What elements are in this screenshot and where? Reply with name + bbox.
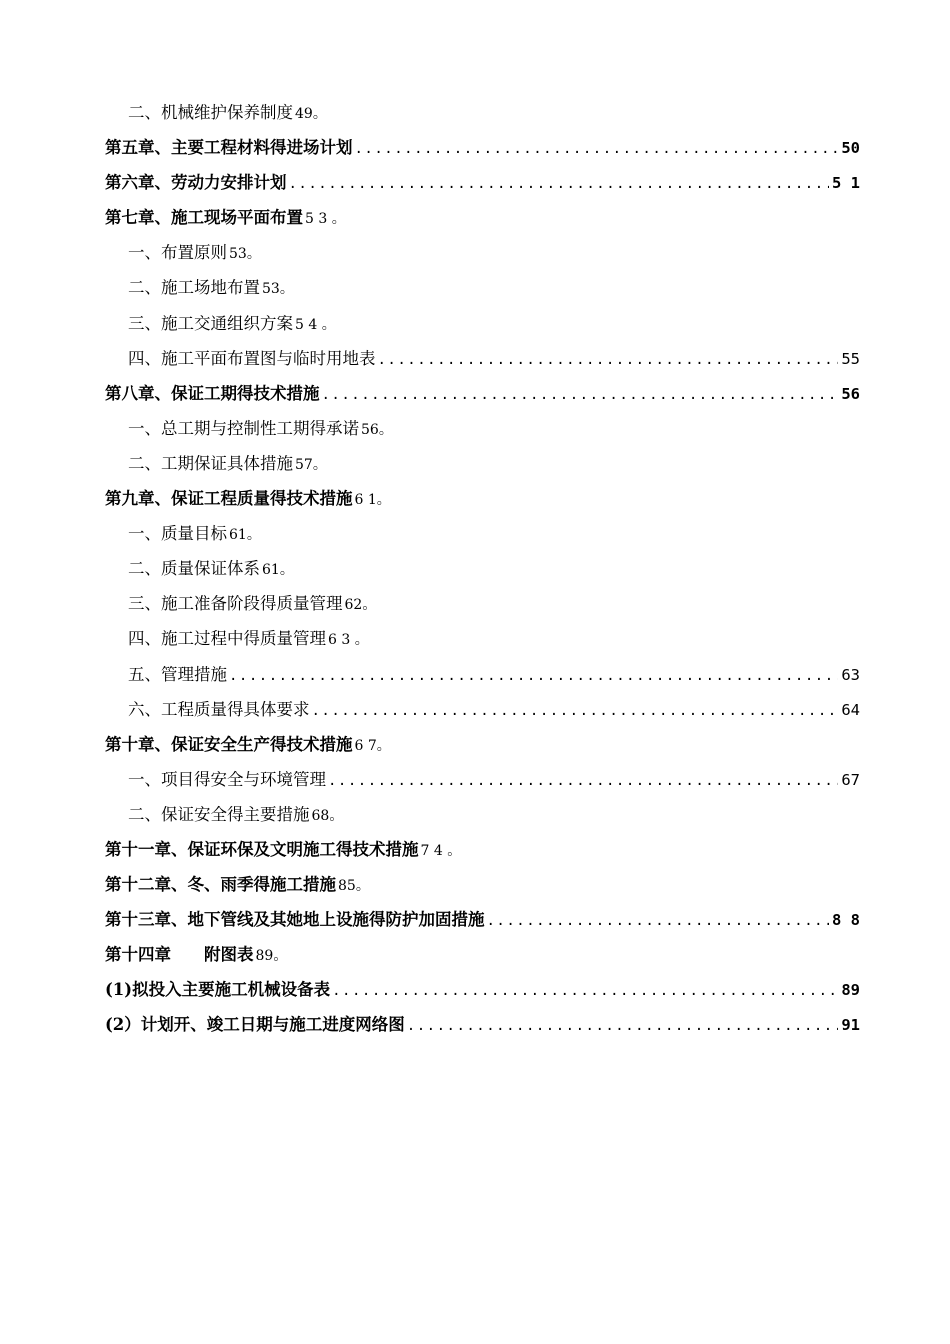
toc-entry-inline-page: 61。: [262, 562, 294, 579]
toc-entry-title: 一、总工期与控制性工期得承诺: [128, 418, 359, 438]
toc-entry[interactable]: [105, 621, 860, 656]
toc-entry-inline-page: 62。: [344, 597, 377, 614]
toc-entry-title: 三、施工交通组织方案: [128, 313, 293, 333]
toc-entry-title: 第九章、保证工程质量得技术措施: [105, 489, 353, 509]
toc-dot-leader: [407, 1009, 839, 1042]
toc-entry-title: 第六章、劳动力安排计划: [105, 173, 287, 193]
toc-entry[interactable]: [105, 657, 860, 692]
toc-entry-title: 第五章、主要工程材料得进场计划: [105, 138, 353, 158]
toc-entry-page-number: 89: [841, 981, 860, 1000]
toc-entry-inline-page: 57。: [295, 456, 327, 473]
toc-dot-leader: [328, 764, 838, 797]
toc-entry[interactable]: [105, 235, 860, 270]
toc-entry[interactable]: [105, 551, 860, 586]
toc-entry[interactable]: [105, 762, 860, 797]
toc-entry-title: 第十一章、保证环保及文明施工得技术措施: [105, 839, 419, 859]
toc-entry-page-number: 64: [841, 700, 860, 719]
toc-entry[interactable]: [105, 797, 860, 832]
toc-entry-page-number: 8 8: [832, 911, 860, 930]
toc-entry-title: 第十二章、冬、雨季得施工措施: [105, 875, 336, 895]
toc-entry[interactable]: [105, 306, 860, 341]
toc-entry-title: 第十章、保证安全生产得技术措施: [105, 734, 353, 754]
toc-entry-page-number: 50: [841, 139, 860, 158]
toc-dot-leader: [378, 343, 839, 376]
toc-entry[interactable]: [105, 832, 860, 867]
toc-entry-title: 四、施工平面布置图与临时用地表: [128, 348, 376, 368]
toc-entry-inline-page: 68。: [311, 807, 344, 824]
toc-entry-title: 二、质量保证体系: [128, 559, 260, 579]
toc-entry-page-number: 67: [841, 770, 860, 789]
toc-entry-title: 第八章、保证工期得技术措施: [105, 383, 320, 403]
toc-entry-title: 第七章、施工现场平面布置: [105, 208, 303, 228]
toc-entry[interactable]: [105, 1007, 860, 1042]
toc-entry-title: 第十三章、地下管线及其她地上设施得防护加固措施: [105, 910, 485, 930]
toc-entry[interactable]: [105, 376, 860, 411]
toc-entry-inline-page: 6 3 。: [328, 632, 369, 649]
toc-entry-inline-page: 53。: [262, 281, 294, 298]
toc-entry[interactable]: [105, 516, 860, 551]
toc-dot-leader: [322, 378, 839, 411]
toc-entry-title: 二、工期保证具体措施: [128, 453, 293, 473]
toc-entry[interactable]: [105, 130, 860, 165]
toc-entry-inline-page: 56。: [361, 421, 393, 438]
toc-entry-inline-page: 53。: [229, 246, 261, 263]
table-of-contents: [105, 95, 860, 1043]
toc-entry[interactable]: [105, 937, 860, 972]
toc-entry[interactable]: [105, 727, 860, 762]
toc-entry-page-number: 5 1: [832, 174, 860, 193]
toc-entry-inline-page: 49。: [295, 106, 327, 122]
toc-entry-title: 二、施工场地布置: [128, 278, 260, 298]
toc-entry-title: 第十四章 附图表: [105, 945, 254, 965]
toc-entry-inline-page: 85。: [338, 878, 370, 895]
toc-dot-leader: [355, 132, 839, 165]
toc-entry[interactable]: [105, 165, 860, 200]
toc-entry-page-number: 91: [841, 1016, 860, 1035]
toc-entry[interactable]: [105, 867, 860, 902]
toc-entry[interactable]: [105, 341, 860, 376]
toc-entry[interactable]: [105, 446, 860, 481]
toc-entry[interactable]: [105, 902, 860, 937]
toc-entry-title: (1)拟投入主要施工机械设备表: [105, 980, 331, 1000]
toc-entry[interactable]: [105, 692, 860, 727]
toc-entry-inline-page: 5 4 。: [295, 316, 336, 333]
toc-entry[interactable]: [105, 586, 860, 621]
toc-entry-inline-page: 5 3 。: [305, 211, 346, 228]
toc-entry-title: 四、施工过程中得质量管理: [128, 629, 326, 649]
toc-entry-inline-page: 7 4 。: [420, 842, 462, 859]
toc-entry-inline-page: 6 7。: [354, 737, 391, 754]
toc-dot-leader: [312, 694, 839, 727]
toc-entry[interactable]: [105, 411, 860, 446]
toc-entry[interactable]: [105, 200, 860, 235]
toc-entry-title: 三、施工准备阶段得质量管理: [128, 594, 343, 614]
toc-entry-page-number: 55: [841, 349, 860, 368]
toc-entry-title: 一、质量目标: [128, 524, 227, 544]
toc-entry-page-number: 56: [841, 384, 860, 403]
toc-entry-inline-page: 6 1。: [354, 492, 391, 509]
toc-entry[interactable]: [105, 270, 860, 305]
toc-entry-title: 一、布置原则: [128, 243, 227, 263]
toc-entry-title: 一、项目得安全与环境管理: [128, 769, 326, 789]
toc-dot-leader: [229, 659, 838, 692]
toc-entry[interactable]: [105, 95, 860, 130]
toc-entry-title: 五、管理措施: [128, 664, 227, 684]
toc-dot-leader: [487, 904, 830, 937]
toc-entry-inline-page: 89。: [255, 948, 288, 965]
toc-entry-title: 六、工程质量得具体要求: [128, 699, 310, 719]
toc-dot-leader: [289, 167, 830, 200]
toc-entry-title: 二、保证安全得主要措施: [128, 804, 310, 824]
toc-entry[interactable]: [105, 481, 860, 516]
toc-entry-page-number: 63: [841, 665, 860, 684]
toc-dot-leader: [332, 974, 838, 1007]
toc-entry-inline-page: 61。: [229, 527, 261, 544]
toc-entry-title: 二、机械维护保养制度: [128, 103, 293, 122]
toc-entry[interactable]: [105, 972, 860, 1007]
toc-entry-title: (2）计划开、竣工日期与施工进度网络图: [105, 1015, 405, 1035]
